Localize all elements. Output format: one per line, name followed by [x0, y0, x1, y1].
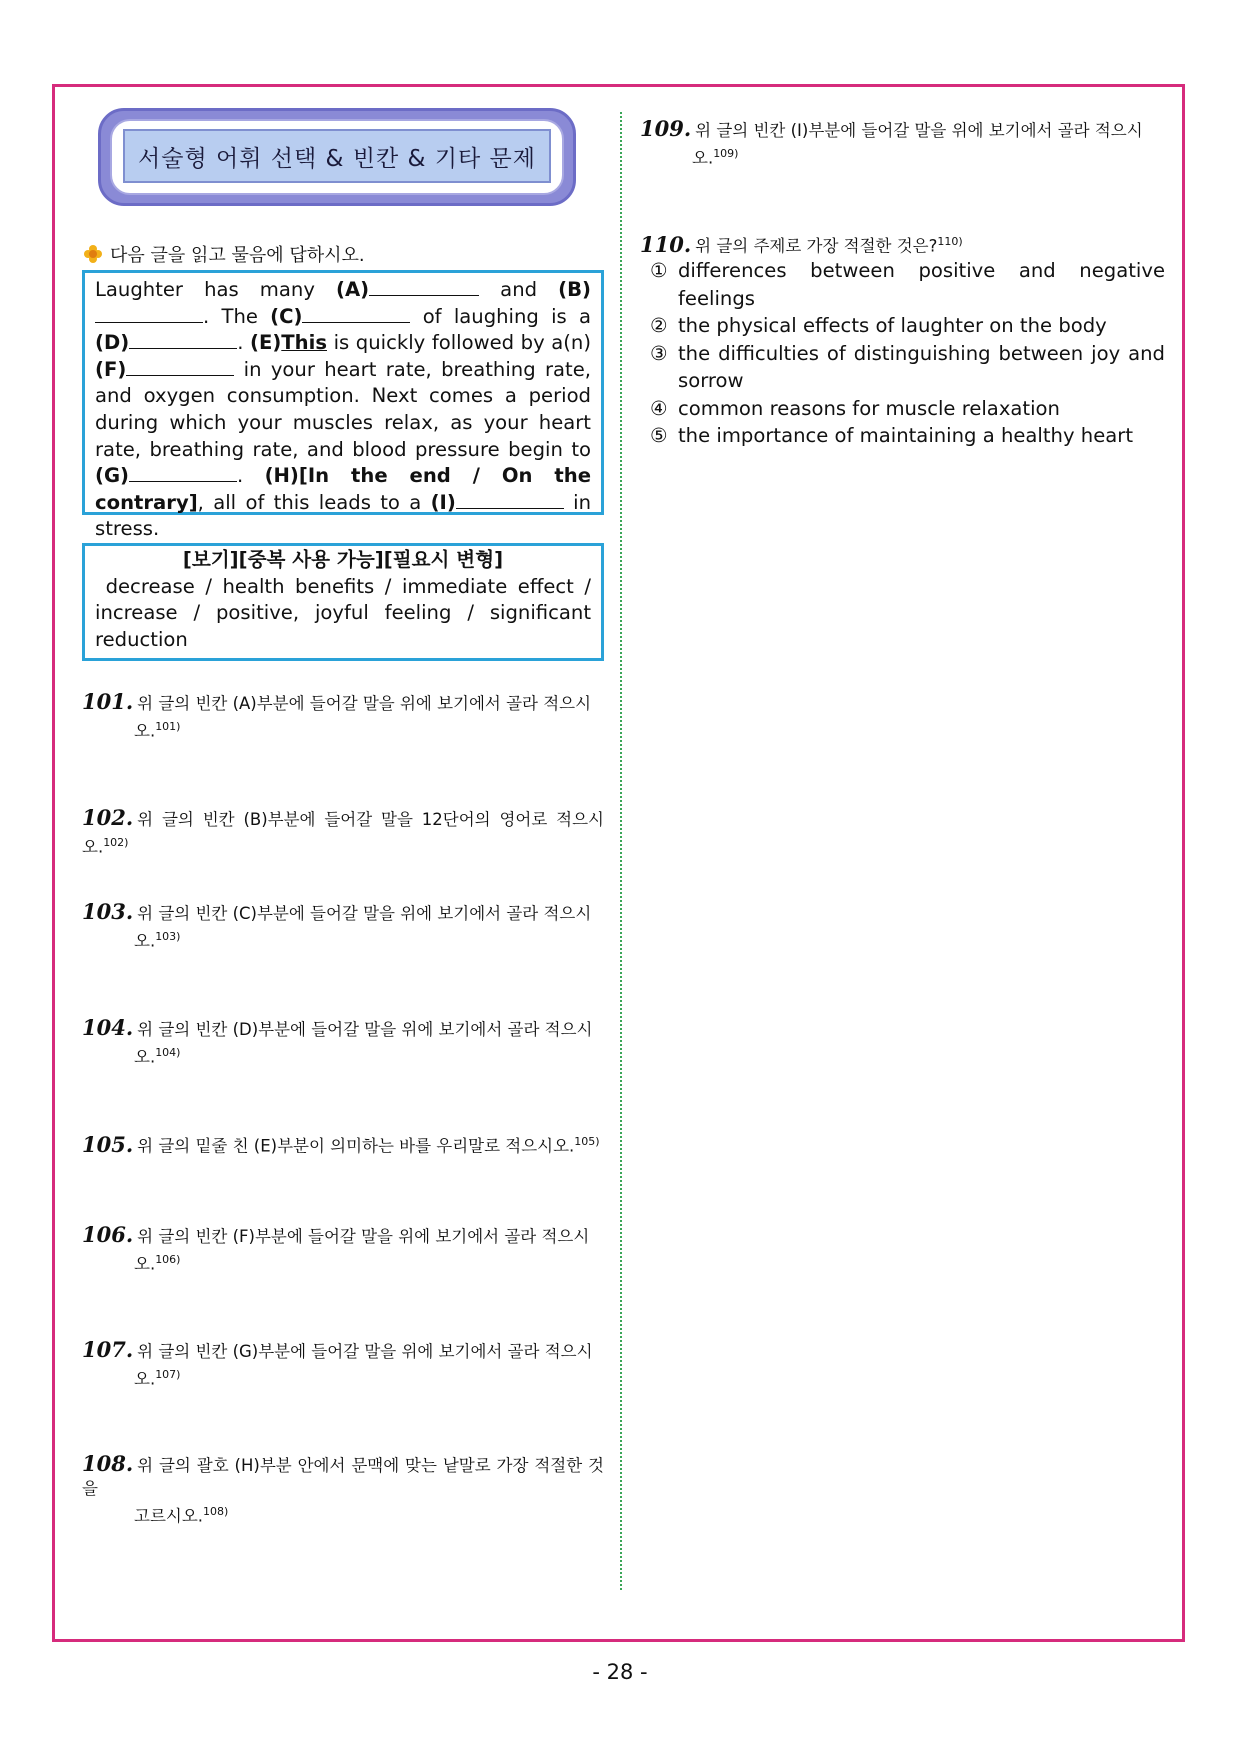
title-banner	[98, 108, 576, 206]
instruction	[84, 241, 365, 267]
question-109: 109. 위 글의 빈칸 (I)부분에 들어갈 말을 위에 보기에서 골라 적으시 오.$^{109)}$	[640, 116, 1143, 168]
option-3[interactable]: ③ the difficulties of distinguishing between joy and sorrow	[650, 341, 1165, 392]
section-title: 서술형 어휘 선택 & 빈칸 & 기타 문제	[123, 129, 551, 183]
underlined-word: This	[281, 331, 327, 355]
answer-options	[650, 257, 1165, 450]
question-101: 101. 위 글의 빈칸 (A)부분에 들어갈 말을 위에 보기에서 골라 적으시 오.$^{101)}$	[82, 689, 592, 741]
question-103: 103. 위 글의 빈칸 (C)부분에 들어갈 말을 위에 보기에서 골라 적으시 오.$^{103)}$	[82, 899, 592, 951]
question-106: 106. 위 글의 빈칸 (F)부분에 들어갈 말을 위에 보기에서 골라 적으시 오.$^{106)}$	[82, 1222, 590, 1274]
flower-icon	[84, 245, 102, 263]
option-1[interactable]: ① differences between positive and negative feelings	[650, 259, 1165, 310]
reading-passage: Laughter has many (A) and (B). The (C) of laughing is a (D) . (E)This is quickly followed by a(n) (F) in your heart rate, breathing rate, and oxygen consumption. Next comes a period during which your muscles relax, as your heart rate, breathing rate, and blood pressure begin to (G) . (H)[In the end / On the contrary], all of this leads to a (I) in stress.	[82, 270, 604, 515]
option-5[interactable]: ⑤ the importance of maintaining a healthy heart	[650, 424, 1134, 447]
option-4[interactable]: ④ common reasons for muscle relaxation	[650, 396, 1060, 420]
instruction-text: 다음 글을 읽고 물음에 답하시오.	[110, 245, 365, 266]
question-110: 110. 위 글의 주제로 가장 적절한 것은?$^{110)}$	[640, 231, 963, 257]
question-104: 104. 위 글의 빈칸 (D)부분에 들어갈 말을 위에 보기에서 골라 적으시 오.$^{104)}$	[82, 1015, 593, 1067]
page-number: - 28 -	[592, 1660, 648, 1684]
word-bank	[82, 543, 604, 661]
question-108: 108. 위 글의 괄호 (H)부분 안에서 문맥에 맞는 낱말로 가장 적절한 것을 고르시오.$^{108)}$	[82, 1451, 604, 1526]
option-2[interactable]: ② the physical effects of laughter on the body	[650, 314, 1107, 337]
question-107: 107. 위 글의 빈칸 (G)부분에 들어갈 말을 위에 보기에서 골라 적으시 오.$^{107)}$	[82, 1337, 593, 1389]
question-102: 102. 위 글의 빈칸 (B)부분에 들어갈 말을 12단어의 영어로 적으시오.$^{102)}$	[82, 805, 604, 857]
word-bank-words: decrease / health benefits / immediate effect / increase / positive, joyful feeling / significant reduction	[95, 574, 592, 651]
question-105: 105. 위 글의 밑줄 친 (E)부분이 의미하는 바를 우리말로 적으시오.$^{105)}$	[82, 1131, 600, 1157]
word-bank-header: [보기][중복 사용 가능][필요시 변형]	[182, 548, 504, 571]
column-divider	[620, 112, 622, 1590]
